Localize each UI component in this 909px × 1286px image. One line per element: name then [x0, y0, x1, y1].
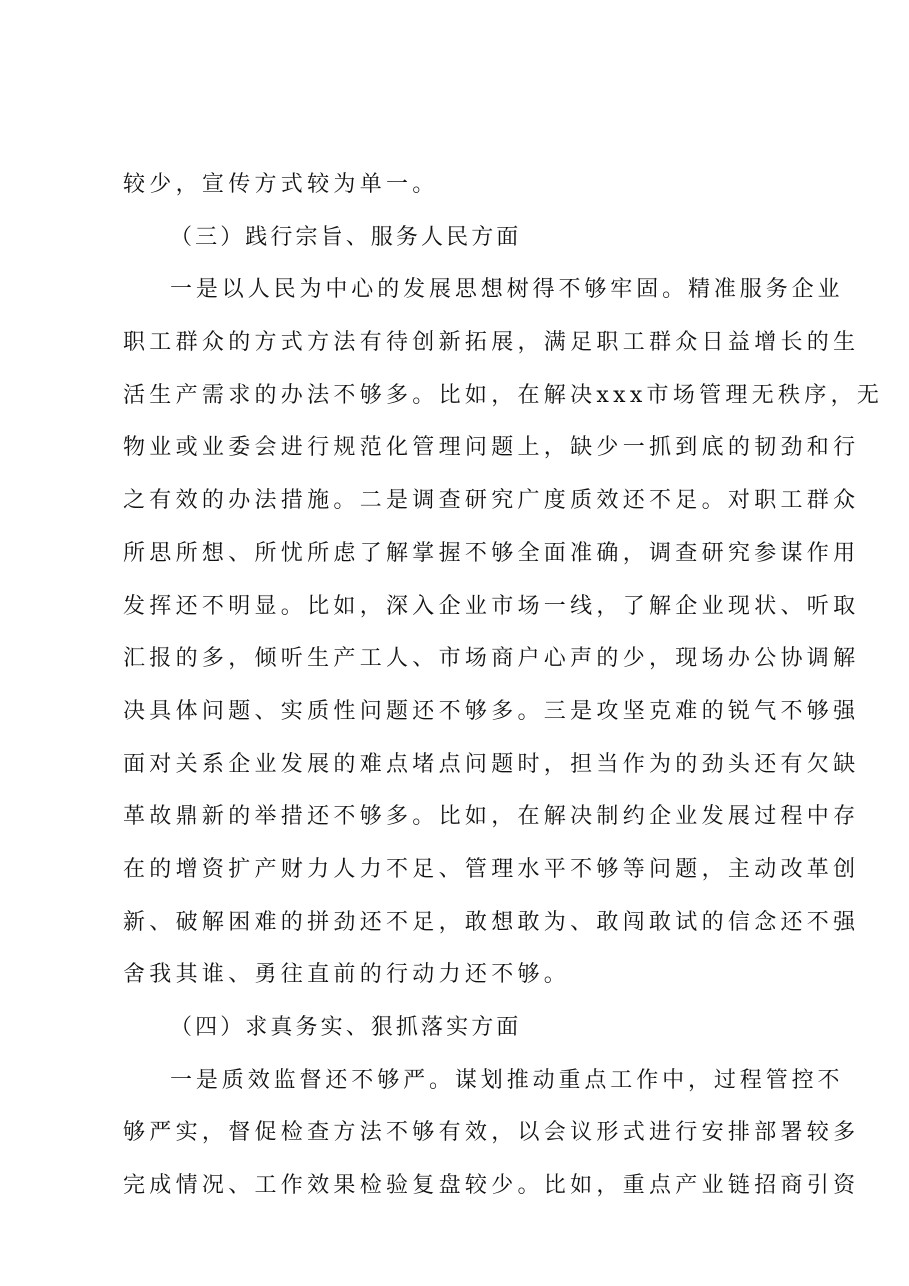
text-line: 革故鼎新的举措还不够多。比如，在解决制约企业发展过程中存	[123, 804, 860, 830]
text-line: 舍我其谁、勇往直前的行动力还不够。	[123, 962, 571, 988]
text-line: 够严实，督促检查方法不够有效，以会议形式进行安排部署较多	[123, 1120, 860, 1146]
document-body	[0, 159, 909, 1213]
text-line: 之有效的办法措施。二是调查研究广度质效还不足。对职工群众	[123, 488, 860, 514]
text-line: 较少，宣传方式较为单一。	[123, 172, 439, 197]
text-line: 物业或业委会进行规范化管理问题上，缺少一抓到底的韧劲和行	[123, 435, 860, 461]
text-line: 发挥还不明显。比如，深入企业市场一线，了解企业现状、听取	[123, 593, 860, 619]
text-line: 所思所想、所忧所虑了解掌握不够全面准确，调查研究参谋作用	[123, 540, 860, 566]
section-heading: （三）践行宗旨、服务人民方面	[170, 224, 522, 250]
text-line: 活生产需求的办法不够多。比如，在解决xxx市场管理无秩序，无	[123, 382, 884, 408]
text-line: 完成情况、工作效果检验复盘较少。比如，重点产业链招商引资	[123, 1173, 860, 1199]
text-line: 一是质效监督还不够严。谋划推动重点工作中，过程管控不	[170, 1067, 844, 1093]
section-heading: （四）求真务实、狠抓落实方面	[170, 1015, 522, 1040]
text-line: 在的增资扩产财力人力不足、管理水平不够等问题，主动改革创	[123, 856, 860, 882]
text-line: 新、破解困难的拼劲还不足，敢想敢为、敢闯敢试的信念还不强	[123, 909, 860, 935]
text-line: 汇报的多，倾听生产工人、市场商户心声的少，现场办公协调解	[123, 646, 860, 672]
text-line: 职工群众的方式方法有待创新拓展，满足职工群众日益增长的生	[123, 330, 860, 356]
text-line: 一是以人民为中心的发展思想树得不够牢固。精准服务企业	[170, 277, 844, 303]
text-line: 面对关系企业发展的难点堵点问题时，担当作为的劲头还有欠缺	[123, 751, 860, 777]
text-line: 决具体问题、实质性问题还不够多。三是攻坚克难的锐气不够强	[123, 698, 860, 724]
